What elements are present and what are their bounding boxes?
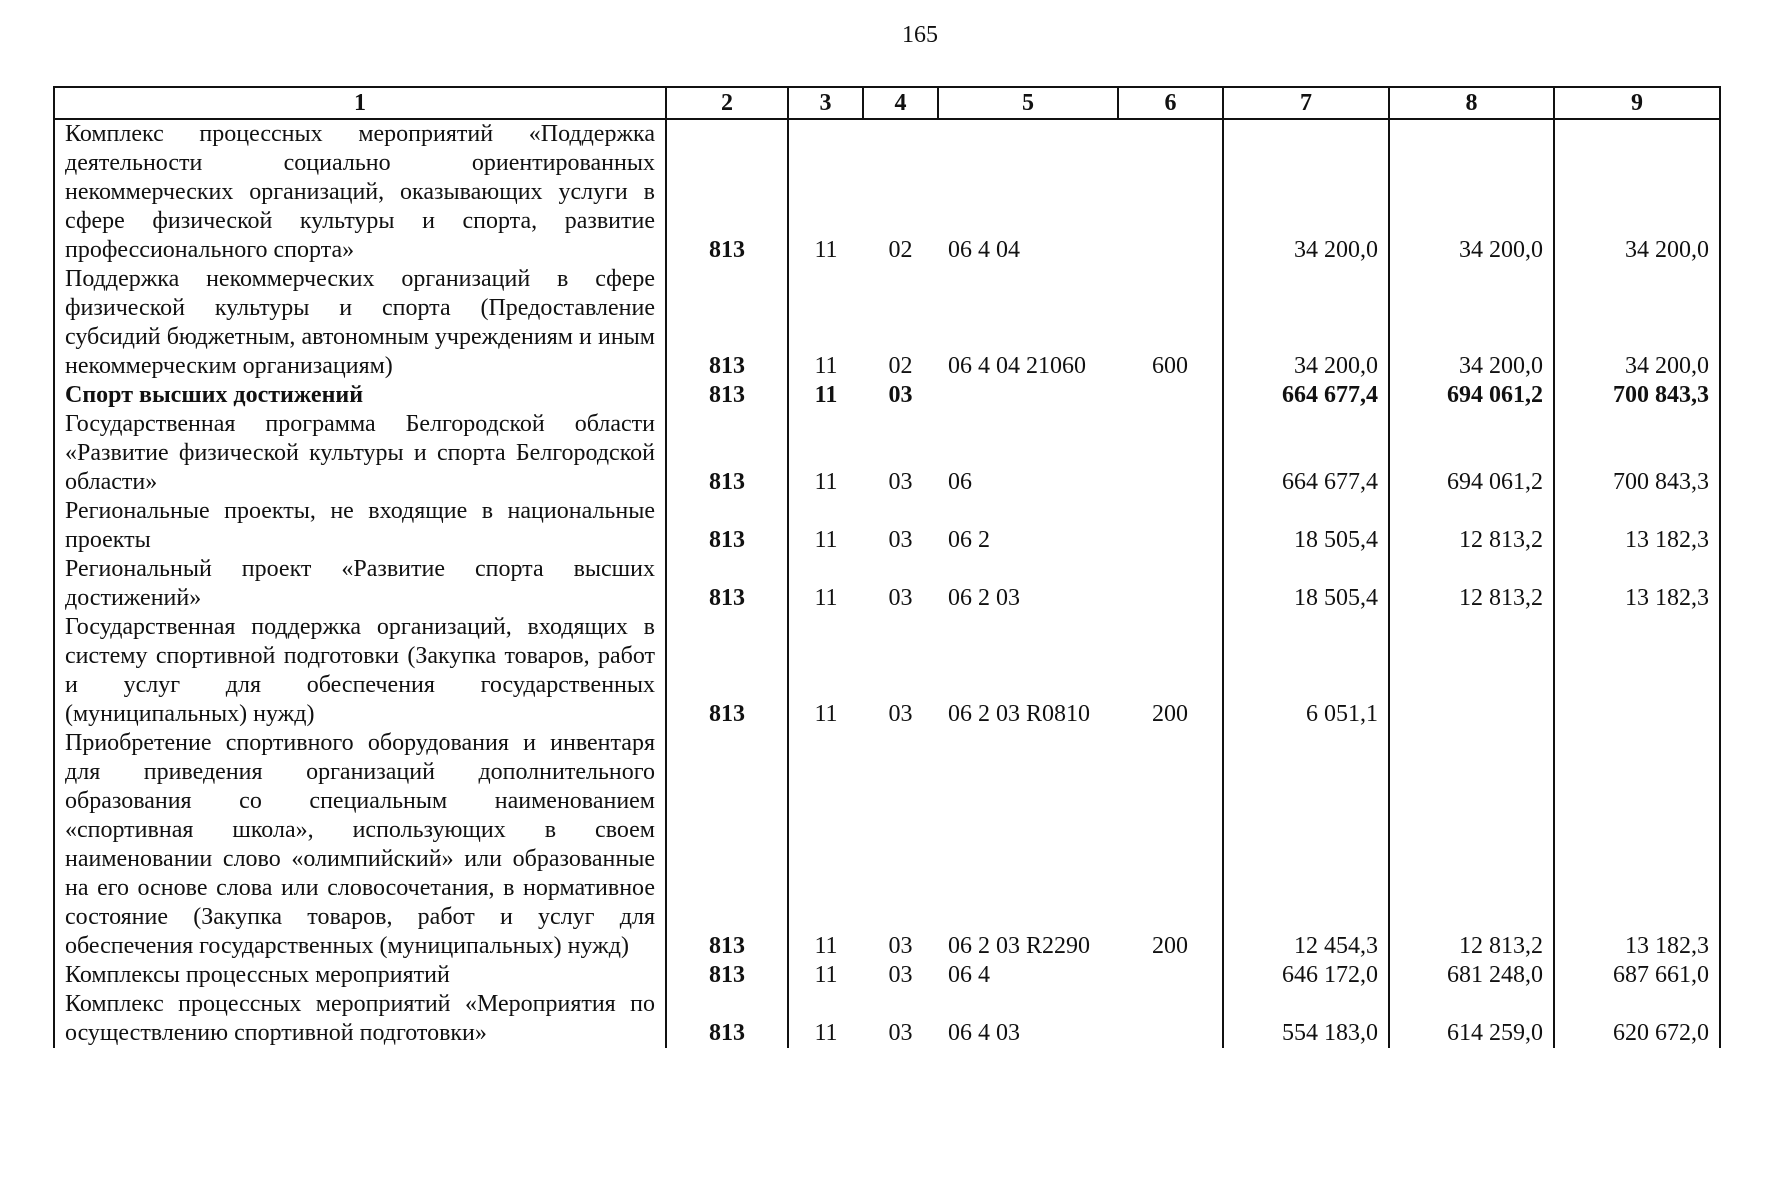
- row-section: 11: [788, 497, 863, 555]
- header-cell: 9: [1554, 87, 1720, 119]
- row-amount-col8: [1389, 613, 1554, 729]
- row-section: 11: [788, 729, 863, 961]
- row-subsection: 03: [888, 701, 913, 727]
- row-amount-col9: 13 182,3: [1554, 555, 1720, 613]
- row-description: Приобретение спортивного оборудования и инвентаря для приведения организаций дополнительного образования со специальным наименованием «спортивная школа», использующих в своем наименовании слово «олимпийский» или образованные на его основе слова или словосочетания, в нормативное состояние (Закупка товаров, работ и услуг для обеспечения государственных (муниципальных) нужд): [54, 729, 666, 961]
- page-number: 165: [902, 22, 938, 48]
- header-cell: 6: [1118, 87, 1223, 119]
- row-gov-code: 813: [666, 381, 788, 410]
- row-amount-col9: 13 182,3: [1554, 497, 1720, 555]
- row-target-article: 06 4 04 21060: [948, 353, 1086, 379]
- row-expense-type: [1118, 410, 1223, 497]
- header-cell: 8: [1389, 87, 1554, 119]
- row-expense-type: [1118, 990, 1223, 1048]
- row-amount-col7: 6 051,1: [1223, 613, 1389, 729]
- row-amount-col9: 34 200,0: [1554, 119, 1720, 265]
- row-amount-col8: 694 061,2: [1389, 381, 1554, 410]
- row-section: 11: [788, 410, 863, 497]
- row-subsection: 03: [888, 469, 913, 495]
- table-row: [54, 381, 1720, 410]
- row-expense-type: 200: [1118, 729, 1223, 961]
- row-gov-code: 813: [666, 265, 788, 381]
- row-expense-type: [1118, 555, 1223, 613]
- header-cell: 3: [788, 87, 863, 119]
- row-amount-col8: 34 200,0: [1389, 119, 1554, 265]
- row-amount-col7: 554 183,0: [1223, 990, 1389, 1048]
- row-section: 11: [788, 555, 863, 613]
- row-subsection: 03: [888, 933, 913, 959]
- header-cell: 4: [863, 87, 938, 119]
- row-gov-code: 813: [666, 990, 788, 1048]
- row-description: Государственная программа Белгородской области «Развитие физической культуры и спорта Белгородской области»: [54, 410, 666, 497]
- row-amount-col7: 34 200,0: [1223, 265, 1389, 381]
- row-section: 11: [788, 119, 863, 265]
- table-row: [54, 961, 1720, 990]
- row-section: 11: [788, 961, 863, 990]
- row-amount-col8: 681 248,0: [1389, 961, 1554, 990]
- row-amount-col7: 664 677,4: [1223, 410, 1389, 497]
- row-target-article: [938, 381, 1118, 410]
- row-target-article: 06 4: [948, 962, 990, 988]
- row-amount-col9: 13 182,3: [1554, 729, 1720, 961]
- row-description: Комплекс процессных мероприятий «Мероприятия по осуществлению спортивной подготовки»: [54, 990, 666, 1048]
- row-amount-col7: 18 505,4: [1223, 555, 1389, 613]
- row-gov-code: 813: [666, 613, 788, 729]
- row-target-article: 06 2 03: [948, 585, 1020, 611]
- row-amount-col8: 694 061,2: [1389, 410, 1554, 497]
- row-amount-col8: 12 813,2: [1389, 497, 1554, 555]
- row-gov-code: 813: [666, 729, 788, 961]
- row-gov-code: 813: [666, 119, 788, 265]
- row-subsection: 02: [888, 237, 913, 263]
- row-description: Комплекс процессных мероприятий «Поддержка деятельности социально ориентированных некоммерческих организаций, оказывающих услуги в сфере физической культуры и спорта, развитие профессионального спорта»: [54, 119, 666, 265]
- table-row: [54, 555, 1720, 613]
- row-expense-type: [1118, 961, 1223, 990]
- row-gov-code: 813: [666, 410, 788, 497]
- row-amount-col9: 620 672,0: [1554, 990, 1720, 1048]
- row-amount-col9: 687 661,0: [1554, 961, 1720, 990]
- table-row: [54, 410, 1720, 497]
- row-description: Комплексы процессных мероприятий: [54, 961, 666, 990]
- row-amount-col9: 700 843,3: [1554, 410, 1720, 497]
- budget-table: [53, 86, 1721, 1048]
- row-amount-col9: 700 843,3: [1554, 381, 1720, 410]
- row-amount-col9: 34 200,0: [1554, 265, 1720, 381]
- row-description: Региональный проект «Развитие спорта высших достижений»: [54, 555, 666, 613]
- row-amount-col8: 12 813,2: [1389, 729, 1554, 961]
- table-row: [54, 497, 1720, 555]
- row-gov-code: 813: [666, 555, 788, 613]
- row-target-article: 06 4 03: [948, 1020, 1020, 1046]
- row-subsection: 03: [888, 1020, 913, 1046]
- row-amount-col8: 34 200,0: [1389, 265, 1554, 381]
- row-section: 11: [788, 265, 863, 381]
- row-expense-type: [1118, 381, 1223, 410]
- row-subsection: 02: [888, 353, 913, 379]
- row-subsection: 03: [888, 585, 913, 611]
- row-target-article: 06 2 03 R0810: [948, 701, 1091, 727]
- header-cell: 5: [938, 87, 1118, 119]
- row-description: Спорт высших достижений: [54, 381, 666, 410]
- row-amount-col9: [1554, 613, 1720, 729]
- row-target-article: 06 4 04: [948, 237, 1020, 263]
- row-target-article: 06 2 03 R2290: [948, 933, 1091, 959]
- table-row: [54, 265, 1720, 381]
- row-gov-code: 813: [666, 961, 788, 990]
- row-expense-type: 200: [1118, 613, 1223, 729]
- row-expense-type: [1118, 497, 1223, 555]
- header-cell: 2: [666, 87, 788, 119]
- row-target-article: 06 2: [948, 527, 990, 553]
- row-amount-col7: 12 454,3: [1223, 729, 1389, 961]
- row-amount-col7: 34 200,0: [1223, 119, 1389, 265]
- row-amount-col7: 18 505,4: [1223, 497, 1389, 555]
- row-subsection: 03: [888, 527, 913, 553]
- row-amount-col8: 12 813,2: [1389, 555, 1554, 613]
- header-cell: 1: [54, 87, 666, 119]
- table-row: [54, 119, 1720, 265]
- header-cell: 7: [1223, 87, 1389, 119]
- table-row: [54, 729, 1720, 961]
- row-expense-type: 600: [1118, 265, 1223, 381]
- row-description: Региональные проекты, не входящие в национальные проекты: [54, 497, 666, 555]
- row-subsection: 03: [888, 962, 913, 988]
- row-amount-col8: 614 259,0: [1389, 990, 1554, 1048]
- row-gov-code: 813: [666, 497, 788, 555]
- row-description: Поддержка некоммерческих организаций в сфере физической культуры и спорта (Предоставление субсидий бюджетным, автономным учреждениям и иным некоммерческим организациям): [54, 265, 666, 381]
- row-subsection: 03: [888, 382, 913, 408]
- row-section: 11: [788, 990, 863, 1048]
- row-expense-type: [1118, 119, 1223, 265]
- row-description: Государственная поддержка организаций, входящих в систему спортивной подготовки (Закупка товаров, работ и услуг для обеспечения государственных (муниципальных) нужд): [54, 613, 666, 729]
- table-row: [54, 613, 1720, 729]
- row-amount-col7: 646 172,0: [1223, 961, 1389, 990]
- table-row: [54, 990, 1720, 1048]
- row-section: 11: [788, 613, 863, 729]
- row-section: 11: [788, 381, 863, 410]
- row-target-article: 06: [948, 469, 972, 495]
- table-body: [54, 119, 1720, 1048]
- header-row: [54, 87, 1720, 119]
- row-amount-col7: 664 677,4: [1223, 381, 1389, 410]
